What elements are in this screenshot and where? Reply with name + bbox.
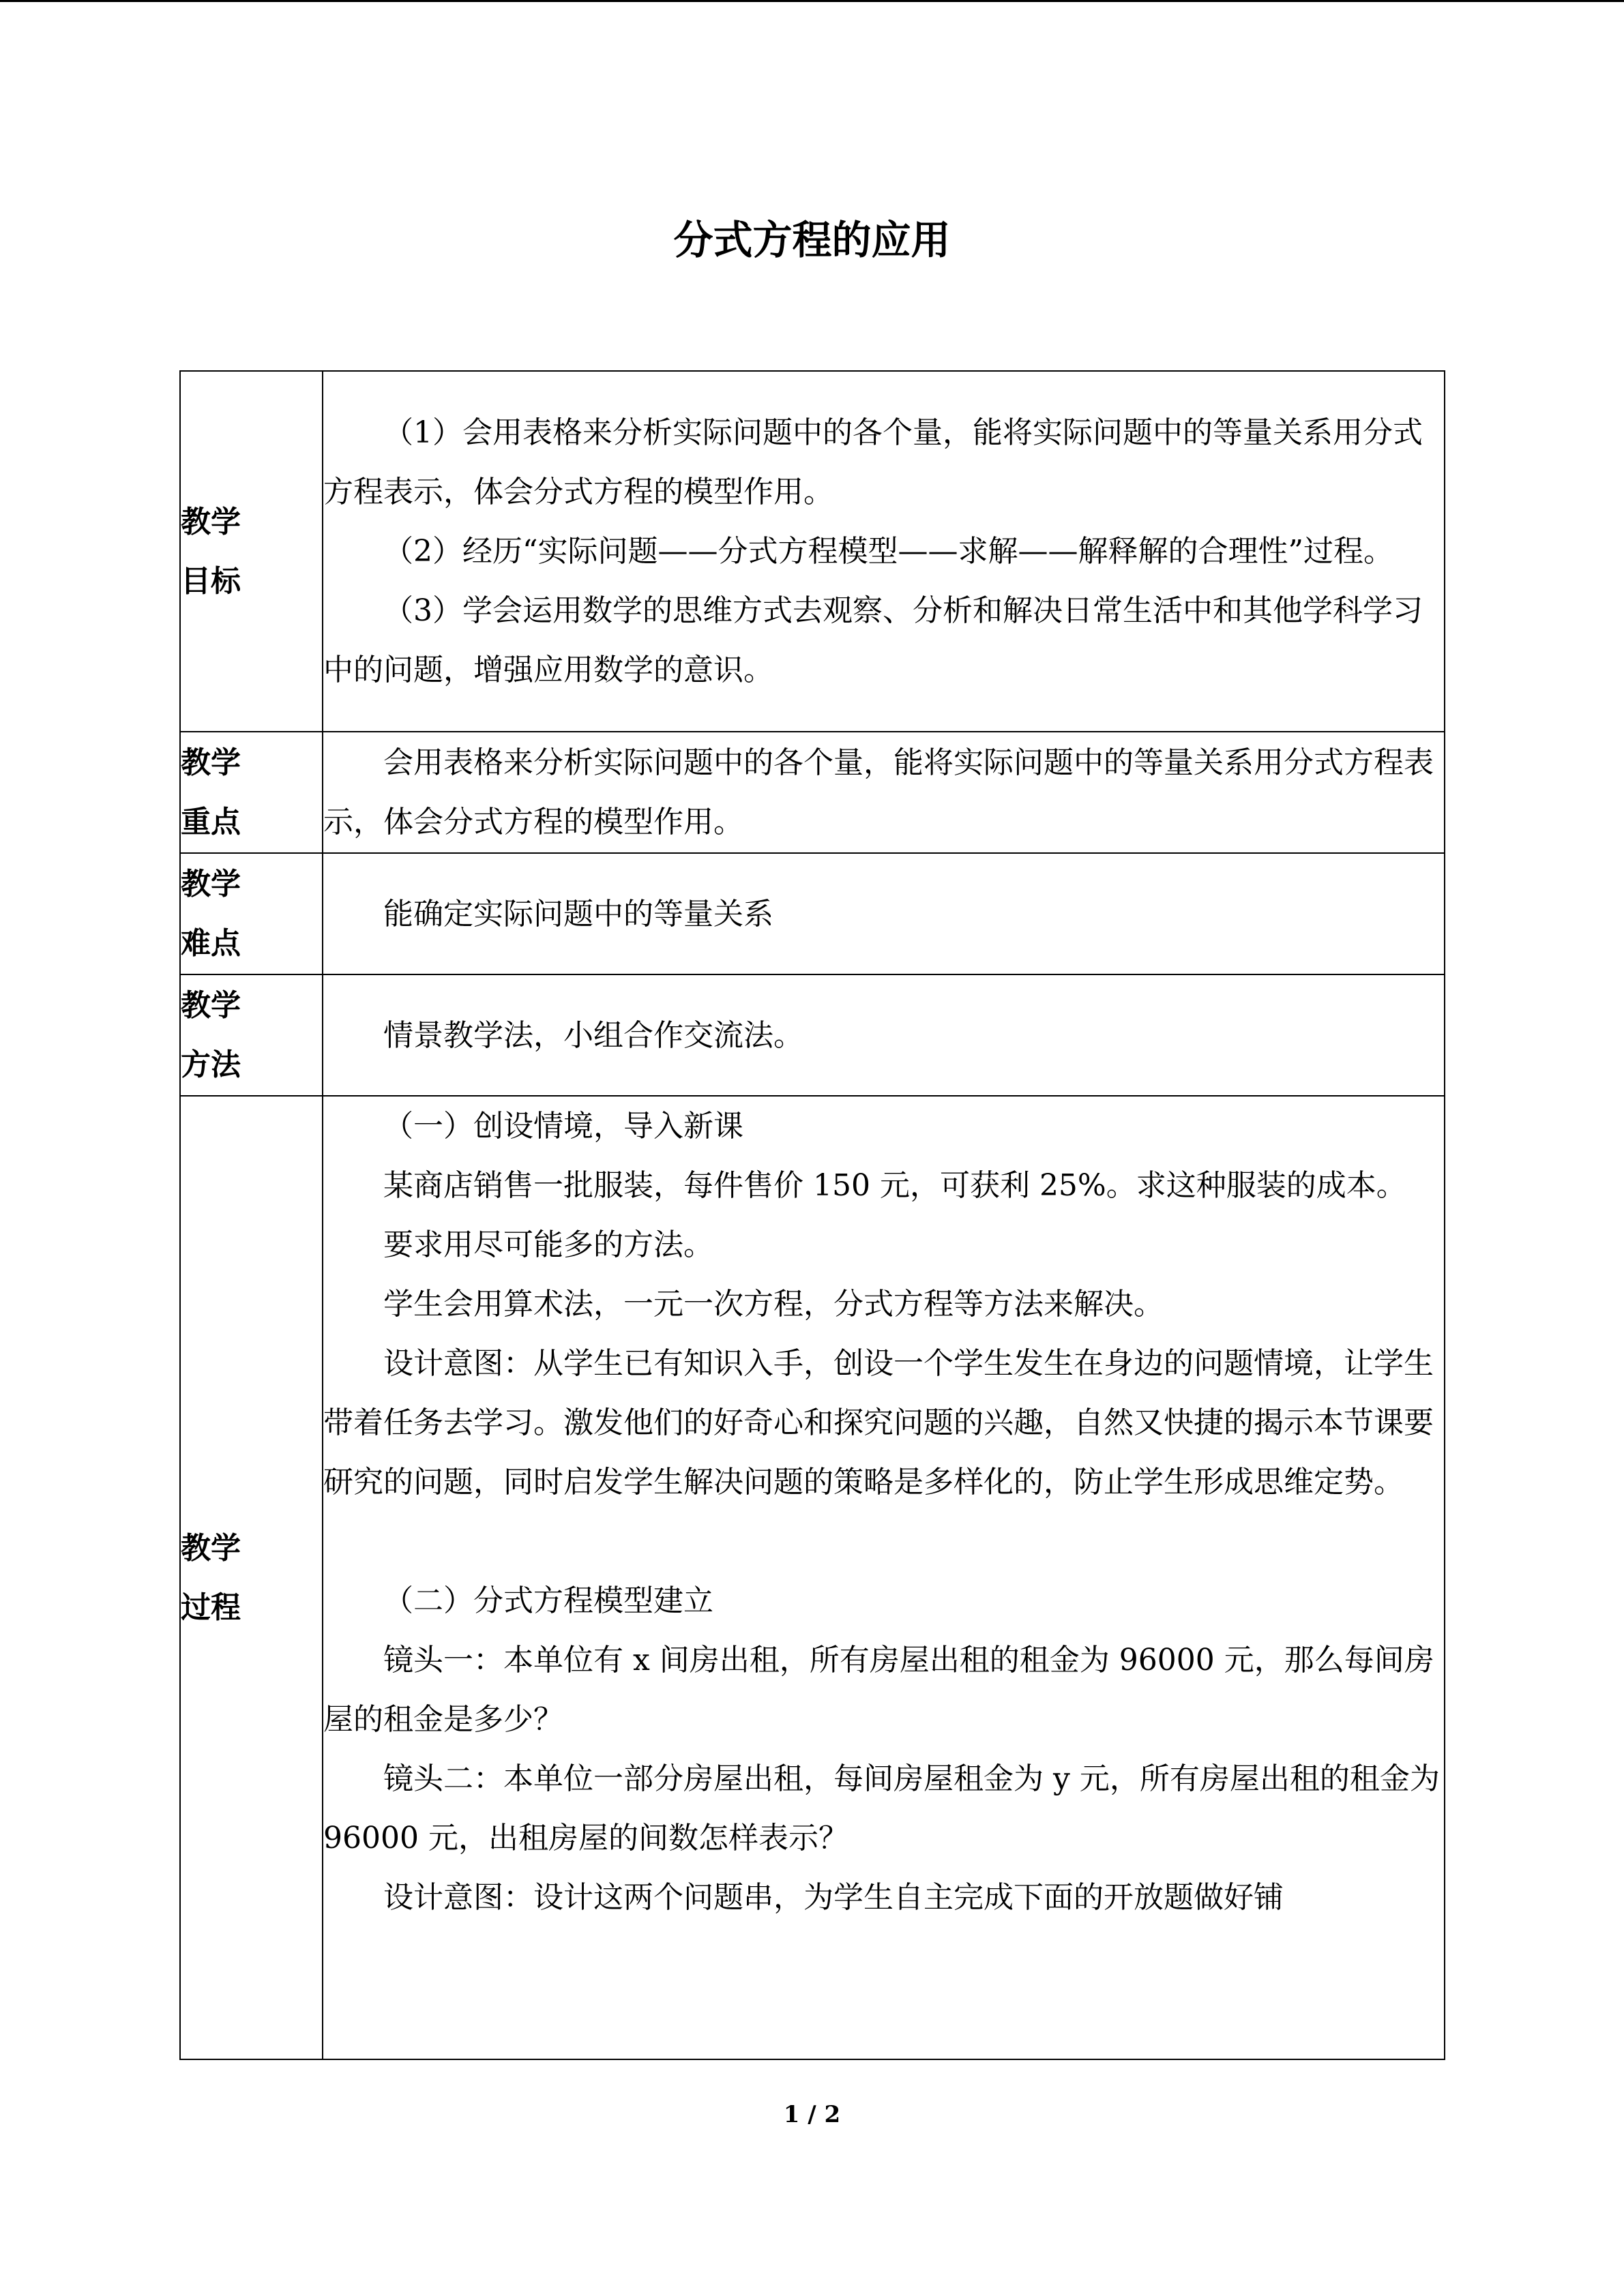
page-title: 分式方程的应用 [673,217,951,263]
label-line-1: 教学 [181,988,241,1023]
lesson-plan-table [179,370,1445,2060]
row-difficulties [180,853,1445,974]
row-label [180,371,323,732]
label-line-1: 教学 [181,867,241,901]
paragraph: 镜头一：本单位有 x 间房出租，所有房屋出租的租金为 96000 元，那么每间房屋的租金是多少？ [323,1643,1434,1737]
row-label [180,732,323,853]
label-line-2: 重点 [181,805,241,839]
row-key-points [180,732,1445,853]
row-content [323,732,1445,853]
row-label [180,853,323,974]
top-border-line [0,0,1624,2]
label-line-2: 方法 [181,1047,241,1082]
row-content [323,853,1445,974]
label-line-2: 目标 [181,563,241,599]
label-line-2: 难点 [181,926,241,961]
paragraph: 会用表格来分析实际问题中的各个量，能将实际问题中的等量关系用分式方程表示，体会分式方程的模型作用。 [323,745,1434,839]
row-label [180,1096,323,2059]
page-number: 1 / 2 [783,2101,841,2128]
paragraph: 能确定实际问题中的等量关系 [383,896,773,931]
spacer [323,1512,1444,1571]
paragraph: （2）经历“实际问题——分式方程模型——求解——解释解的合理性”过程。 [383,534,1393,569]
paragraph: 设计意图：设计这两个问题串，为学生自主完成下面的开放题做好铺 [383,1880,1284,1915]
label-line-1: 教学 [181,1530,241,1566]
paragraph: （3）学会运用数学的思维方式去观察、分析和解决日常生活中和其他学科学习中的问题，增强应用数学的意识。 [323,593,1423,687]
paragraph: 情景教学法，小组合作交流法。 [383,1017,803,1053]
label-line-2: 过程 [181,1590,241,1625]
paragraph: （二）分式方程模型建立 [383,1583,713,1618]
row-label [180,974,323,1096]
label-line-1: 教学 [181,745,241,780]
paragraph: 学生会用算术法，一元一次方程，分式方程等方法来解决。 [383,1287,1164,1322]
row-content [323,371,1445,732]
row-methods [180,974,1445,1096]
row-content [323,1096,1445,2059]
paragraph: （1）会用表格来分析实际问题中的各个量，能将实际问题中的等量关系用分式方程表示，体会分式方程的模型作用。 [323,415,1423,509]
row-teaching-goals [180,371,1445,732]
paragraph: 要求用尽可能多的方法。 [383,1227,713,1262]
paragraph: 镜头二：本单位一部分房屋出租，每间房屋租金为 y 元，所有房屋出租的租金为 96000 元，出租房屋的间数怎样表示？ [323,1761,1440,1855]
row-content [323,974,1445,1096]
paragraph: 设计意图：从学生已有知识入手，创设一个学生发生在身边的问题情境，让学生带着任务去学习。激发他们的好奇心和探究问题的兴趣，自然又快捷的揭示本节课要研究的问题，同时启发学生解决问题的策略是多样化的，防止学生形成思维定势。 [323,1346,1434,1500]
paragraph: （一）创设情境，导入新课 [383,1109,743,1144]
label-line-1: 教学 [181,504,241,539]
paragraph: 某商店销售一批服装，每件售价 150 元，可获利 25%。求这种服装的成本。 [383,1168,1406,1203]
row-teaching-process [180,1096,1445,2059]
